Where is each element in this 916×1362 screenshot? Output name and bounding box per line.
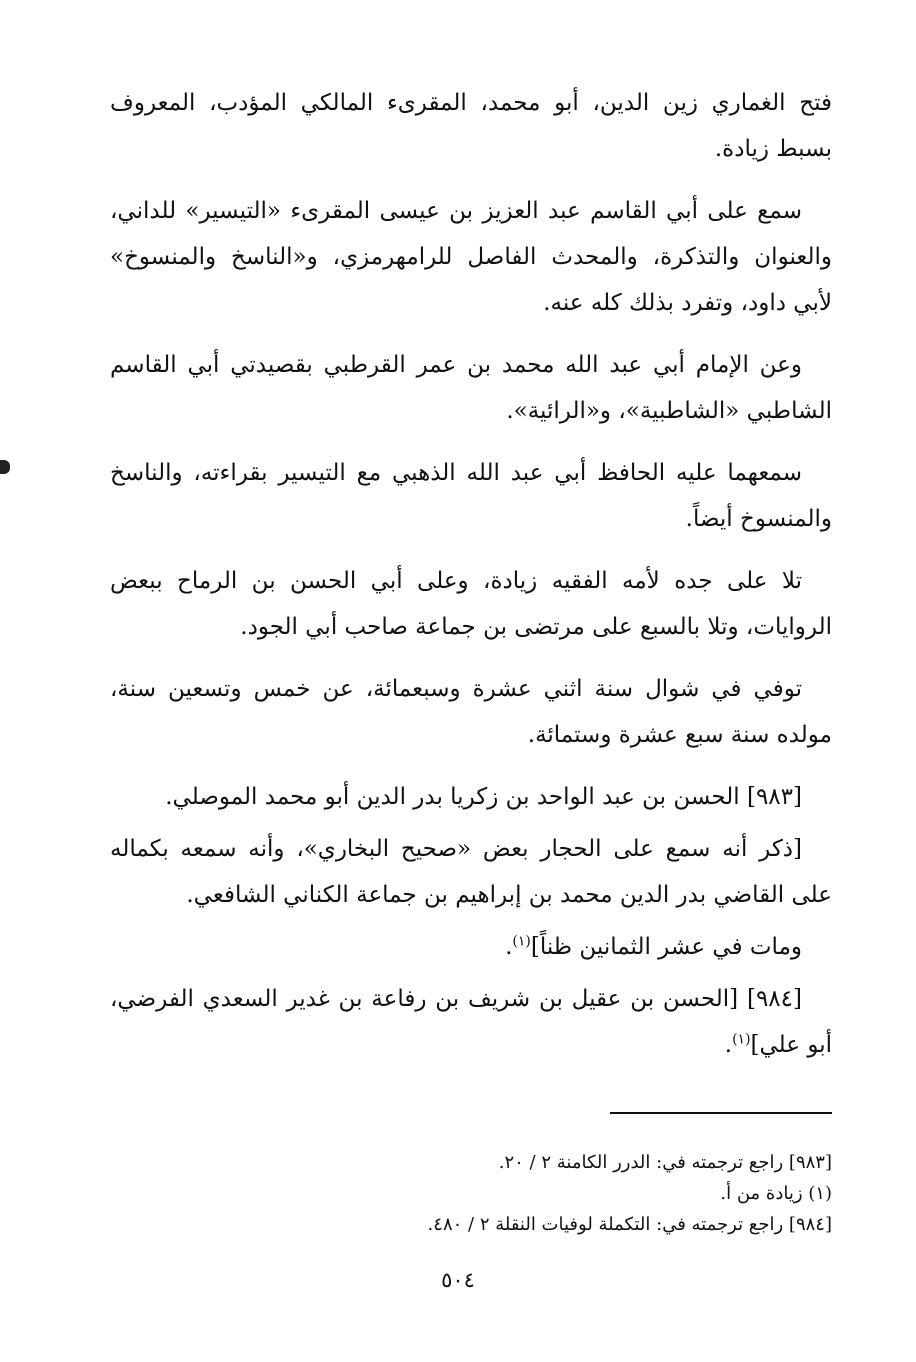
paragraph: فتح الغماري زين الدين، أبو محمد، المقرىء المالكي المؤدب، المعروف بسبط زيادة. <box>110 90 832 162</box>
entry-984-heading-end: . <box>724 1032 733 1058</box>
paragraph: وعن الإمام أبي عبد الله محمد بن عمر القرطبي بقصيدتي أبي القاسم الشاطبي «الشاطبية»، و«الرائية». <box>110 352 832 424</box>
entry-983-death-end: . <box>505 934 513 960</box>
footnote: [٩٨٤] راجع ترجمته في: التكملة لوفيات النقلة ٢ / ٤٨٠. <box>427 1214 832 1235</box>
paragraph: توفي في شوال سنة اثني عشرة وسبعمائة، عن خمس وتسعين سنة، مولده سنة سبع عشرة وستمائة. <box>110 676 832 748</box>
footnote: (١) زيادة من أ. <box>720 1183 832 1204</box>
entry-983-text: [ذكر أنه سمع على الحجار بعض «صحيح البخاري»، وأنه سمعه بكماله على القاضي بدر الدين محمد بن إبراهيم بن جماعة الكناني الشافعي. <box>110 836 832 908</box>
footnote-reference: (١) <box>732 1031 751 1048</box>
entry-983-death <box>110 924 832 970</box>
paragraph: سمع على أبي القاسم عبد العزيز بن عيسى المقرىء «التيسير» للداني، والعنوان والتذكرة، والمحدث الفاصل للرامهرمزي، و«الناسخ والمنسوخ» لأبي داود، وتفرد بذلك كله عنه. <box>110 198 832 316</box>
footnote-divider <box>610 1112 832 1114</box>
main-text <box>110 80 832 1084</box>
paragraph: سمعهما عليه الحافظ أبي عبد الله الذهبي مع التيسير بقراءته، والناسخ والمنسوخ أيضاً. <box>110 460 832 532</box>
footnotes <box>110 1147 832 1240</box>
entry-984-heading <box>110 976 832 1068</box>
footnote: [٩٨٣] راجع ترجمته في: الدرر الكامنة ٢ / ٢٠. <box>498 1152 832 1173</box>
margin-mark <box>0 460 10 474</box>
entry-984-heading-text: [٩٨٤] [الحسن بن عقيل بن شريف بن رفاعة بن غدير السعدي الفرضي، أبو علي] <box>110 986 832 1058</box>
page-number: ٥٠٤ <box>441 1268 475 1292</box>
entry-983-heading: [٩٨٣] الحسن بن عبد الواحد بن زكريا بدر الدين أبو محمد الموصلي. <box>165 784 802 810</box>
footnote-reference: (١) <box>512 933 531 950</box>
paragraph: تلا على جده لأمه الفقيه زيادة، وعلى أبي الحسن بن الرماح ببعض الروايات، وتلا بالسبع على مرتضى بن جماعة صاحب أبي الجود. <box>110 568 832 640</box>
entry-983-death-text: ومات في عشر الثمانين ظناً] <box>530 934 802 960</box>
